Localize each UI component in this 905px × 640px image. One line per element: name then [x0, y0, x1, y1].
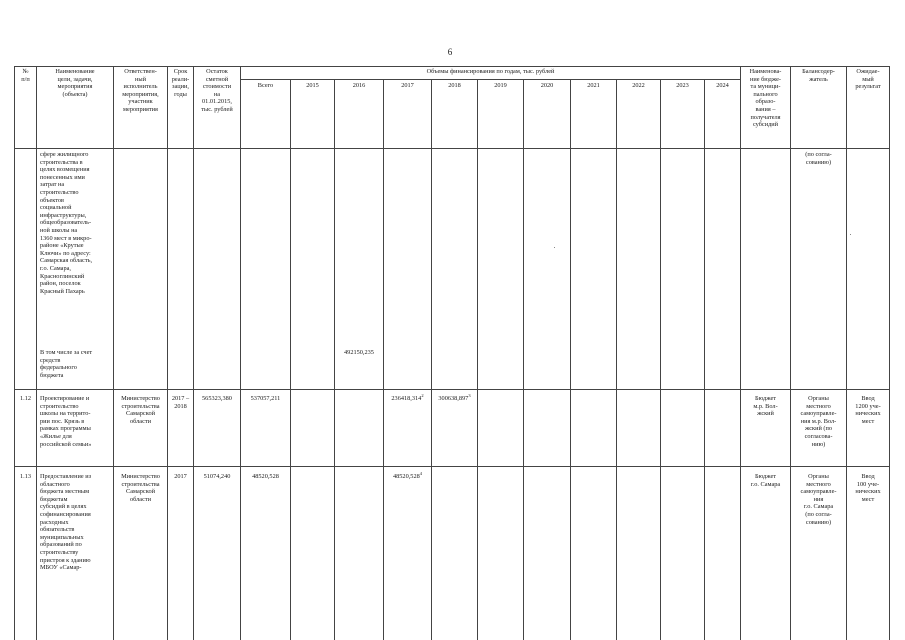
header-year-2024: 2024 [716, 82, 729, 89]
rule-v8 [383, 79, 384, 640]
row-1-13-holder: Органы местного самоуправле- ния г.о. Самара (по согла- сованию) [800, 473, 837, 526]
rule-row-1-12 [14, 389, 890, 390]
header-funding-group: Объемы финансирования по годам, тыс. рублей [426, 68, 555, 75]
row-1-13-name: Предоставление из областного бюджета местным бюджетам субсидий в целях софинансирования расходных обязательств муниципальных образований по строительству пристроя к зданию МБОУ «Самар- [40, 473, 92, 572]
cont-holder: (по согла- сованию) [805, 151, 832, 166]
rule-row-1-13 [14, 466, 890, 467]
row-1-13-2017-cell [384, 470, 431, 481]
rule-v15 [704, 79, 705, 640]
federal-2016-value: 492150,235 [344, 349, 374, 356]
scan-speck [554, 247, 555, 248]
header-name: Наименование цели, задачи, мероприятия (объекта) [55, 68, 95, 98]
rule-v10 [477, 79, 478, 640]
header-balance: Остаток сметной стоимости на 01.01.2015, тыс. рублей [201, 68, 233, 113]
rule-v14 [660, 79, 661, 640]
rule-v1 [36, 66, 37, 640]
rule-v2 [113, 66, 114, 640]
row-1-12-2018-footnote: 3 [468, 392, 471, 398]
row-1-13-num: 1.13 [20, 473, 32, 480]
row-1-12-2017-footnote: 2 [421, 392, 424, 398]
row-1-12-num: 1.12 [20, 395, 32, 402]
scan-speck [850, 234, 851, 235]
row-1-13-2017: 48520,528 [392, 473, 420, 480]
rule-v19 [889, 66, 890, 640]
header-year-2017: 2017 [401, 82, 414, 89]
row-1-12-executor: Министерство строительства Самарской области [121, 395, 160, 425]
header-result: Ожидае- мый результат [855, 68, 881, 91]
row-1-13-balance: 51074,240 [203, 473, 231, 480]
header-term: Срок реали- зации, годы [171, 68, 190, 98]
row-1-12-name: Проектирование и строительство школы на террито- рии пос. Крязь в рамках программы «Жилье для российской семьи» [40, 395, 92, 448]
row-1-13-budget: Бюджет г.о. Самара [750, 473, 781, 488]
rule-v5 [240, 66, 241, 640]
row-1-13-executor: Министерство строительства Самарской области [121, 473, 160, 503]
rule-v6 [290, 79, 291, 640]
rule-top [14, 66, 890, 67]
row-1-13-2017-footnote: 4 [419, 470, 422, 476]
rule-year-row [240, 79, 740, 80]
rule-v12 [570, 79, 571, 640]
header-holder: Балансодер- жатель [802, 68, 835, 83]
rule-v7 [334, 79, 335, 640]
row-1-12-2018: 300638,897 [438, 395, 469, 402]
header-budget: Наименова- ние бюдже- та муници- пального образо- вания – получателя субсидий [749, 68, 782, 129]
row-1-12-2017-cell [384, 392, 431, 403]
row-1-12-holder: Органы местного самоуправле- ния м.р. Вол- жский (по согласова- нию) [800, 395, 837, 448]
rule-v18 [846, 66, 847, 640]
federal-label: В том числе за счет средств федерального бюджета [40, 349, 93, 379]
row-1-12-2018-cell [432, 392, 477, 403]
header-year-2021: 2021 [587, 82, 600, 89]
page-number: 6 [447, 47, 453, 57]
rule-header-bottom [14, 148, 890, 149]
row-1-12-balance: 565323,380 [202, 395, 232, 402]
row-1-12-result: Ввод 1200 уче- нических мест [855, 395, 881, 425]
header-year-2015: 2015 [306, 82, 319, 89]
rule-v4 [193, 66, 194, 640]
rule-v3 [167, 66, 168, 640]
header-year-2022: 2022 [632, 82, 645, 89]
row-1-13-result: Ввод 100 уче- нических мест [855, 473, 881, 503]
header-year-2023: 2023 [676, 82, 689, 89]
row-1-12-budget: Бюджет м.р. Вол- жский [753, 395, 778, 418]
header-year-2019: 2019 [494, 82, 507, 89]
rule-v0 [14, 66, 15, 640]
header-year-2016: 2016 [352, 82, 366, 89]
rule-v16 [740, 66, 741, 640]
row-1-13-term: 2017 [174, 473, 187, 480]
header-num: № п/п [21, 68, 30, 83]
row-1-12-total: 537057,211 [250, 395, 281, 402]
row-1-12-2017: 236418,314 [391, 395, 422, 402]
rule-v13 [616, 79, 617, 640]
financing-table [14, 66, 890, 640]
rule-v11 [523, 79, 524, 640]
header-executor: Ответствен- ный исполнитель мероприятия, участник мероприятия [122, 68, 159, 113]
header-total: Всего [257, 82, 274, 89]
header-year-2018: 2018 [448, 82, 461, 89]
header-year-2020: 2020 [540, 82, 554, 89]
rule-v9 [431, 79, 432, 640]
row-1-13-total: 48520,528 [252, 473, 279, 480]
row-1-12-term: 2017 – 2018 [171, 395, 190, 410]
cont-name: сфере жилищного строительства в целях возмещения понесенных ими затрат на строительство объектов социальной инфраструктуры, общеобразователь- ной школы на 1360 мест в микро- районе «Крутые Ключи» по адресу: Самарская область, г.о. Самара, Красноглинский район, поселок Красный Пахарь [40, 151, 93, 295]
